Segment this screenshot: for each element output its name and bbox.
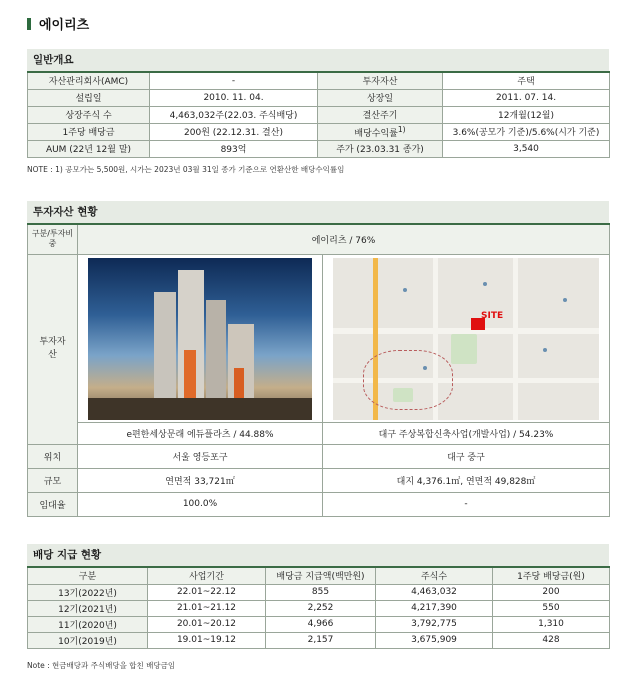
- row-label-scale: 규모: [28, 468, 78, 492]
- dividends-cell: 3,792,775: [376, 616, 493, 632]
- general-value: 893억: [150, 140, 318, 157]
- dividends-table: [27, 566, 610, 649]
- general-section-heading: 일반개요: [27, 49, 609, 71]
- reit-header: 에이리츠 / 76%: [78, 224, 610, 254]
- dividends-section-heading: 배당 지급 현황: [27, 544, 609, 566]
- dividends-column-header: 배당금 지급액(백만원): [266, 567, 376, 584]
- general-row: [28, 72, 610, 89]
- asset1-building-photo: [88, 258, 312, 420]
- general-value: 200원 (22.12.31. 결산): [150, 123, 318, 140]
- general-value: -: [150, 72, 318, 89]
- title-accent-bar: [27, 18, 31, 30]
- dividends-cell: 11기(2020년): [28, 616, 148, 632]
- dividends-cell: 200: [493, 584, 610, 600]
- general-value: 4,463,032주(22.03. 주식배당): [150, 106, 318, 123]
- asset1-occupancy: 100.0%: [78, 492, 323, 516]
- table-row: [28, 632, 610, 648]
- dividends-cell: 550: [493, 600, 610, 616]
- dividends-cell: 12기(2021년): [28, 600, 148, 616]
- general-value: 12개월(12월): [443, 106, 610, 123]
- general-label: 주가 (23.03.31 종가): [318, 140, 443, 157]
- dividends-cell: 13기(2022년): [28, 584, 148, 600]
- general-value: 3.6%(공모가 기준)/5.6%(시가 기준): [443, 123, 610, 140]
- dividends-cell: 3,675,909: [376, 632, 493, 648]
- general-row: [28, 89, 610, 106]
- dividends-column-header: 주식수: [376, 567, 493, 584]
- dividends-header-row: [28, 567, 610, 584]
- asset1-photo-cell: [78, 254, 323, 422]
- dividends-note: Note : 현금배당과 주식배당을 합친 배당금임: [27, 661, 176, 670]
- table-row: [28, 600, 610, 616]
- dividends-cell: 10기(2019년): [28, 632, 148, 648]
- page-title: 에이리츠: [39, 18, 90, 33]
- dividends-cell: 22.01~22.12: [148, 584, 266, 600]
- dividends-column-header: 사업기간: [148, 567, 266, 584]
- asset2-scale: 대지 4,376.1㎡, 연면적 49,828㎡: [323, 468, 610, 492]
- yield-footnote-marker: 1): [397, 124, 406, 134]
- general-label: AUM (22년 12월 말): [28, 140, 150, 157]
- dividends-cell: 4,463,032: [376, 584, 493, 600]
- dividends-column-header: 1주당 배당금(원): [493, 567, 610, 584]
- dividends-cell: 21.01~21.12: [148, 600, 266, 616]
- general-value: 3,540: [443, 140, 610, 157]
- dividends-cell: 855: [266, 584, 376, 600]
- dividends-cell: 20.01~20.12: [148, 616, 266, 632]
- general-label: 1주당 배당금: [28, 123, 150, 140]
- asset2-map-cell: [323, 254, 610, 422]
- asset2-site-map: [333, 258, 599, 420]
- dividends-cell: 428: [493, 632, 610, 648]
- asset2-caption: 대구 주상복합신축사업(개발사업) / 54.23%: [323, 422, 610, 444]
- dividends-column-header: 구분: [28, 567, 148, 584]
- table-row: [28, 616, 610, 632]
- general-label: 설립일: [28, 89, 150, 106]
- asset1-caption: e편한세상문래 에듀플라츠 / 44.88%: [78, 422, 323, 444]
- general-table: [27, 71, 610, 158]
- general-label: 투자자산: [318, 72, 443, 89]
- asset2-occupancy: -: [323, 492, 610, 516]
- general-label: 결산주기: [318, 106, 443, 123]
- asset1-location: 서울 영등포구: [78, 444, 323, 468]
- general-label: 배당수익률$^{1)}$: [318, 123, 443, 140]
- general-value: 2010. 11. 04.: [150, 89, 318, 106]
- row-label-occupancy: 임대율: [28, 492, 78, 516]
- row-label-location: 위치: [28, 444, 78, 468]
- asset-label: 투자자산: [28, 254, 78, 444]
- title-block: [27, 14, 89, 33]
- table-row: [28, 584, 610, 600]
- general-note: NOTE : 1) 공모가는 5,500원, 시가는 2023년 03월 31일 종가 기준으로 연환산한 배당수익률임: [27, 165, 345, 174]
- corner-label: 구분/투자비중: [28, 224, 78, 254]
- general-label: 상장일: [318, 89, 443, 106]
- dividends-cell: 19.01~19.12: [148, 632, 266, 648]
- asset1-scale: 연면적 33,721㎡: [78, 468, 323, 492]
- dividends-cell: 4,966: [266, 616, 376, 632]
- general-label: 상장주식 수: [28, 106, 150, 123]
- dividends-cell: 1,310: [493, 616, 610, 632]
- assets-table: [27, 223, 610, 517]
- general-label: 자산관리회사(AMC): [28, 72, 150, 89]
- assets-section-heading: 투자자산 현황: [27, 201, 609, 223]
- general-value: 주택: [443, 72, 610, 89]
- general-row: [28, 106, 610, 123]
- asset2-location: 대구 중구: [323, 444, 610, 468]
- site-label: SITE: [481, 310, 504, 321]
- general-row: [28, 123, 610, 140]
- dividends-cell: 2,252: [266, 600, 376, 616]
- dividends-cell: 2,157: [266, 632, 376, 648]
- general-value: 2011. 07. 14.: [443, 89, 610, 106]
- general-row: [28, 140, 610, 157]
- dividends-cell: 4,217,390: [376, 600, 493, 616]
